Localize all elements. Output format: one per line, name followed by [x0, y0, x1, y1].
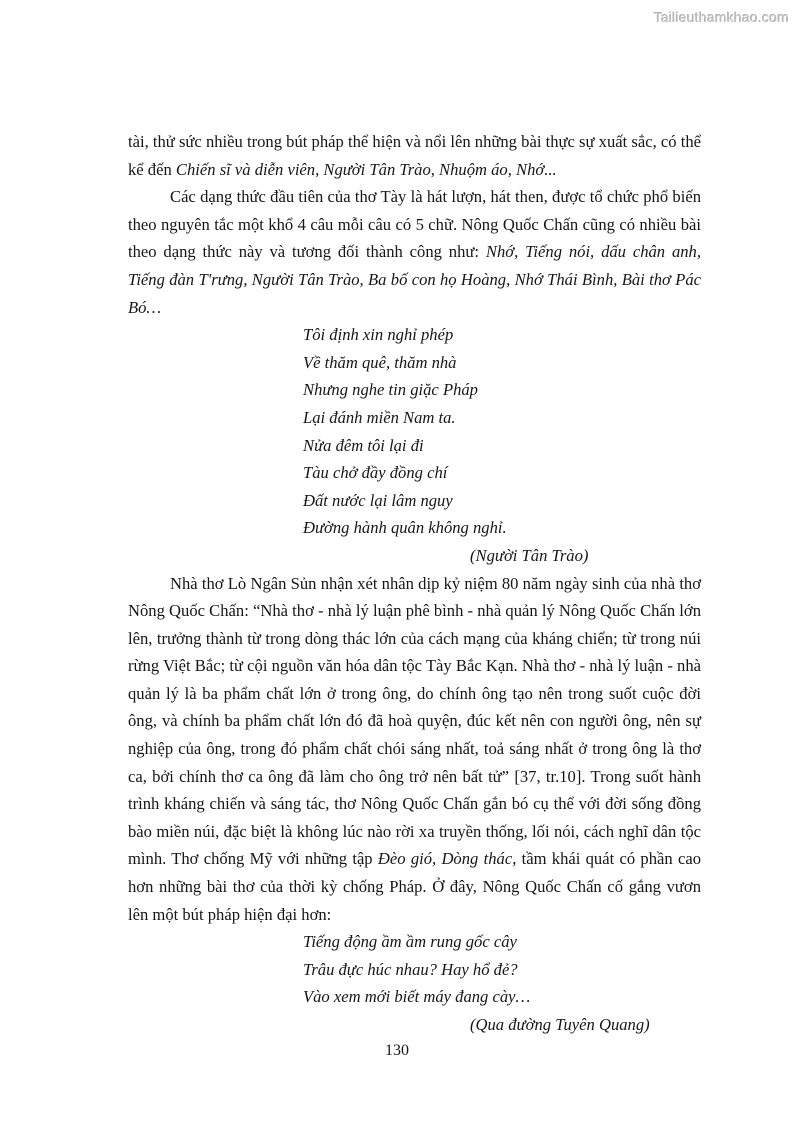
poem-line: Trâu đực húc nhau? Hay hổ đẻ? — [303, 959, 518, 979]
text-run: Nhà thơ Lò Ngân Sủn nhận xét nhân dịp kỷ niệm 80 năm ngày sinh của nhà thơ Nông Quốc Chấn: “Nhà thơ - nhà lý luận phê bình - nhà quản lý Nông Quốc Chấn lớn lên, trưởng thành từ trong dòng thác lớn của cách mạng của kháng chiến; từ trong núi rừng Việt Bắc; từ cội nguồn văn hóa dân tộc Tày Bắc Kạn. Nhà thơ - nhà lý luận - nhà quản lý là ba phẩm chất lớn ở trong ông, do chính ông tạo nên trong suốt cuộc đời ông, và chính ba phẩm chất lớn đó đã hoà quyện, đúc kết nên con người ông, nên sự nghiệp của ông, trong đó phẩm chất chói sáng nhất, toả sáng nhất ở trong ông là thơ ca, bởi chính thơ ca ông đã làm cho ông trở nên bất tử” [37, tr.10]. Trong suốt hành trình kháng chiến và sáng tác, thơ Nông Quốc Chấn gắn bó cụ thể với đời sống đồng bào miền núi, đặc biệt là không lúc nào rời xa truyền thống, lối nói, cách nghĩ dân tộc mình. Thơ chống Mỹ với những tập — [128, 573, 701, 869]
poem-line: Tàu chở đầy đồng chí — [303, 463, 448, 483]
page-number: 130 — [385, 1042, 409, 1059]
text-run-italic-titles: Nhớ, Tiếng nói, dấu chân anh, Tiếng đàn T'rưng, Người Tân Trào, Ba bố con họ Hoàng, Nhớ Thái Bình, Bài thơ Pác Bó… — [128, 242, 701, 317]
poem-line: Vào xem mới biết máy đang cày… — [303, 987, 531, 1007]
paragraph-continuation — [128, 128, 701, 183]
text-run: Các dạng thức đầu tiên của thơ Tày là hát lượn, hát then, được tổ chức phổ biến theo nguyên tắc một khổ 4 câu mỗi câu có 5 chữ. Nông Quốc Chấn cũng có nhiều bài theo dạng thức này và tương đối thành công như: — [128, 187, 701, 262]
poem-line: Về thăm quê, thăm nhà — [303, 352, 457, 372]
poem-line: Đất nước lại lâm nguy — [303, 490, 453, 510]
poem-line: Nhưng nghe tin giặc Pháp — [303, 380, 478, 400]
text-run: tài, thử sức nhiều trong bút pháp thể hiện và nổi lên những bài thực sự xuất sắc, có thể kể đến — [128, 132, 701, 179]
poem-line: Đường hành quân không nghỉ. — [303, 518, 507, 538]
page-body — [128, 128, 701, 1039]
text-run-italic-titles: Chiến sĩ và diễn viên, Người Tân Trào, Nhuộm áo, Nhớ... — [175, 159, 557, 179]
paragraph-lo-ngan-sun-quote — [128, 570, 701, 929]
poem-qua-duong-tuyen-quang — [303, 928, 701, 1038]
poem-line: Nửa đêm tôi lại đi — [303, 435, 424, 455]
paragraph-tay-verse-forms — [128, 183, 701, 321]
poem-line: Lại đánh miền Nam ta. — [303, 407, 456, 427]
text-run-italic-titles: Đèo gió, Dòng thác — [377, 849, 513, 869]
poem-nguoi-tan-trao — [303, 321, 701, 569]
poem-line: Tôi định xin nghỉ phép — [303, 325, 454, 345]
poem-attribution: (Qua đường Tuyên Quang) — [470, 1015, 650, 1034]
poem-line: Tiếng động ầm ầm rung gốc cây — [303, 932, 517, 952]
watermark-text: Tailieuthamkhao.com — [653, 9, 789, 25]
text-run: , tầm khái quát có phần cao hơn những bài thơ của thời kỳ chống Pháp. Ở đây, Nông Quốc Chấn cố gắng vươn lên một bút pháp hiện đại hơn: — [128, 849, 701, 924]
poem-attribution: (Người Tân Trào) — [470, 545, 589, 565]
